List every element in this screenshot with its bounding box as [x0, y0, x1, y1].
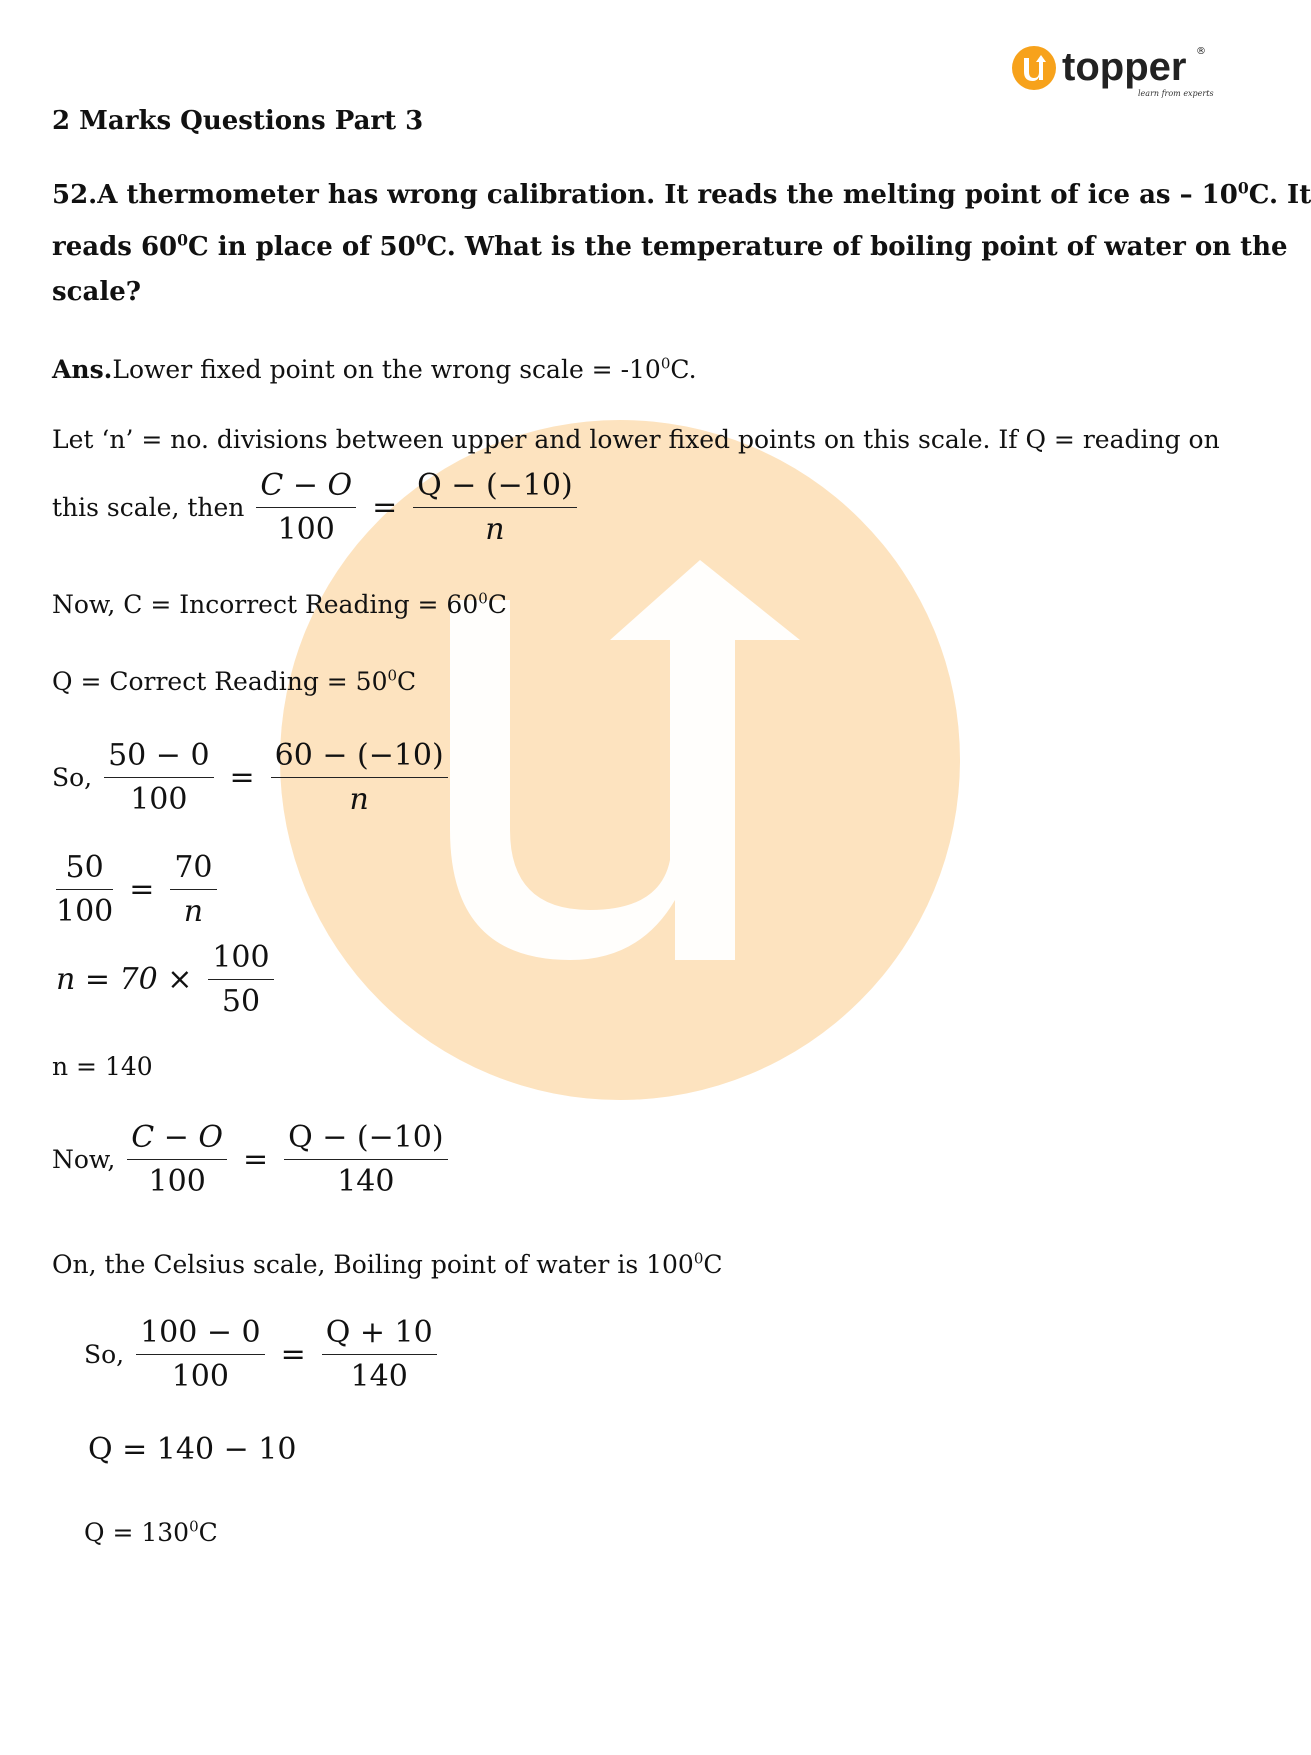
celsius-boiling-point: On, the Celsius scale, Boiling point of water is $100^0C$ [52, 1249, 723, 1279]
final-answer: $Q = 130^0C$ [84, 1517, 218, 1547]
page-heading: 2 Marks Questions Part 3 [52, 106, 424, 136]
logo-registered: ® [1196, 46, 1206, 57]
answer-label: Ans. [52, 355, 113, 384]
incorrect-reading: Now, C = Incorrect Reading = $60^0C$ [52, 589, 507, 619]
equation-7: Q = 140 − 10 [88, 1432, 297, 1467]
equation-2: So, $\frac{50 - 0}{100}$ = $\frac{60 - (-10)}{n}$ [52, 738, 452, 817]
equation-4: n = 70 × $\frac{100}{50}$ [52, 940, 278, 1019]
topper-logo [1010, 40, 1214, 100]
equation-1: this scale, then $\frac{C - O}{100}$ = $\frac{Q - (-10)}{n}$ [52, 468, 581, 547]
correct-reading: Q = Correct Reading = $50^0C$ [52, 666, 417, 696]
logo-circle-icon [1012, 46, 1056, 90]
logo-tagline: learn from experts [1138, 89, 1214, 98]
question-line-3: scale? [52, 277, 141, 307]
equation-5: Now, $\frac{C - O}{100}$ = $\frac{Q - (-10)}{140}$ [52, 1120, 452, 1199]
logo-wordmark: topper [1062, 45, 1187, 89]
equation-3: $\frac{50}{100}$ = $\frac{70}{n}$ [52, 850, 221, 929]
answer-line-2: Let ‘n’ = no. divisions between upper and lower fixed points on this scale. If Q = reading on [52, 425, 1220, 454]
n-result: n = 140 [52, 1052, 153, 1081]
equation-6: So, $\frac{100 - 0}{100}$ = $\frac{Q + 10}{140}$ [84, 1315, 441, 1394]
question-line-2: reads $60^0C$ in place of $50^0C$. What is the temperature of boiling point of water on the [52, 230, 1288, 262]
question-line-1: 52.A thermometer has wrong calibration. It reads the melting point of ice as – $10^0C$. It [52, 178, 1311, 210]
answer-line-1: Ans.Lower fixed point on the wrong scale = $-10^0C$. [52, 354, 697, 384]
